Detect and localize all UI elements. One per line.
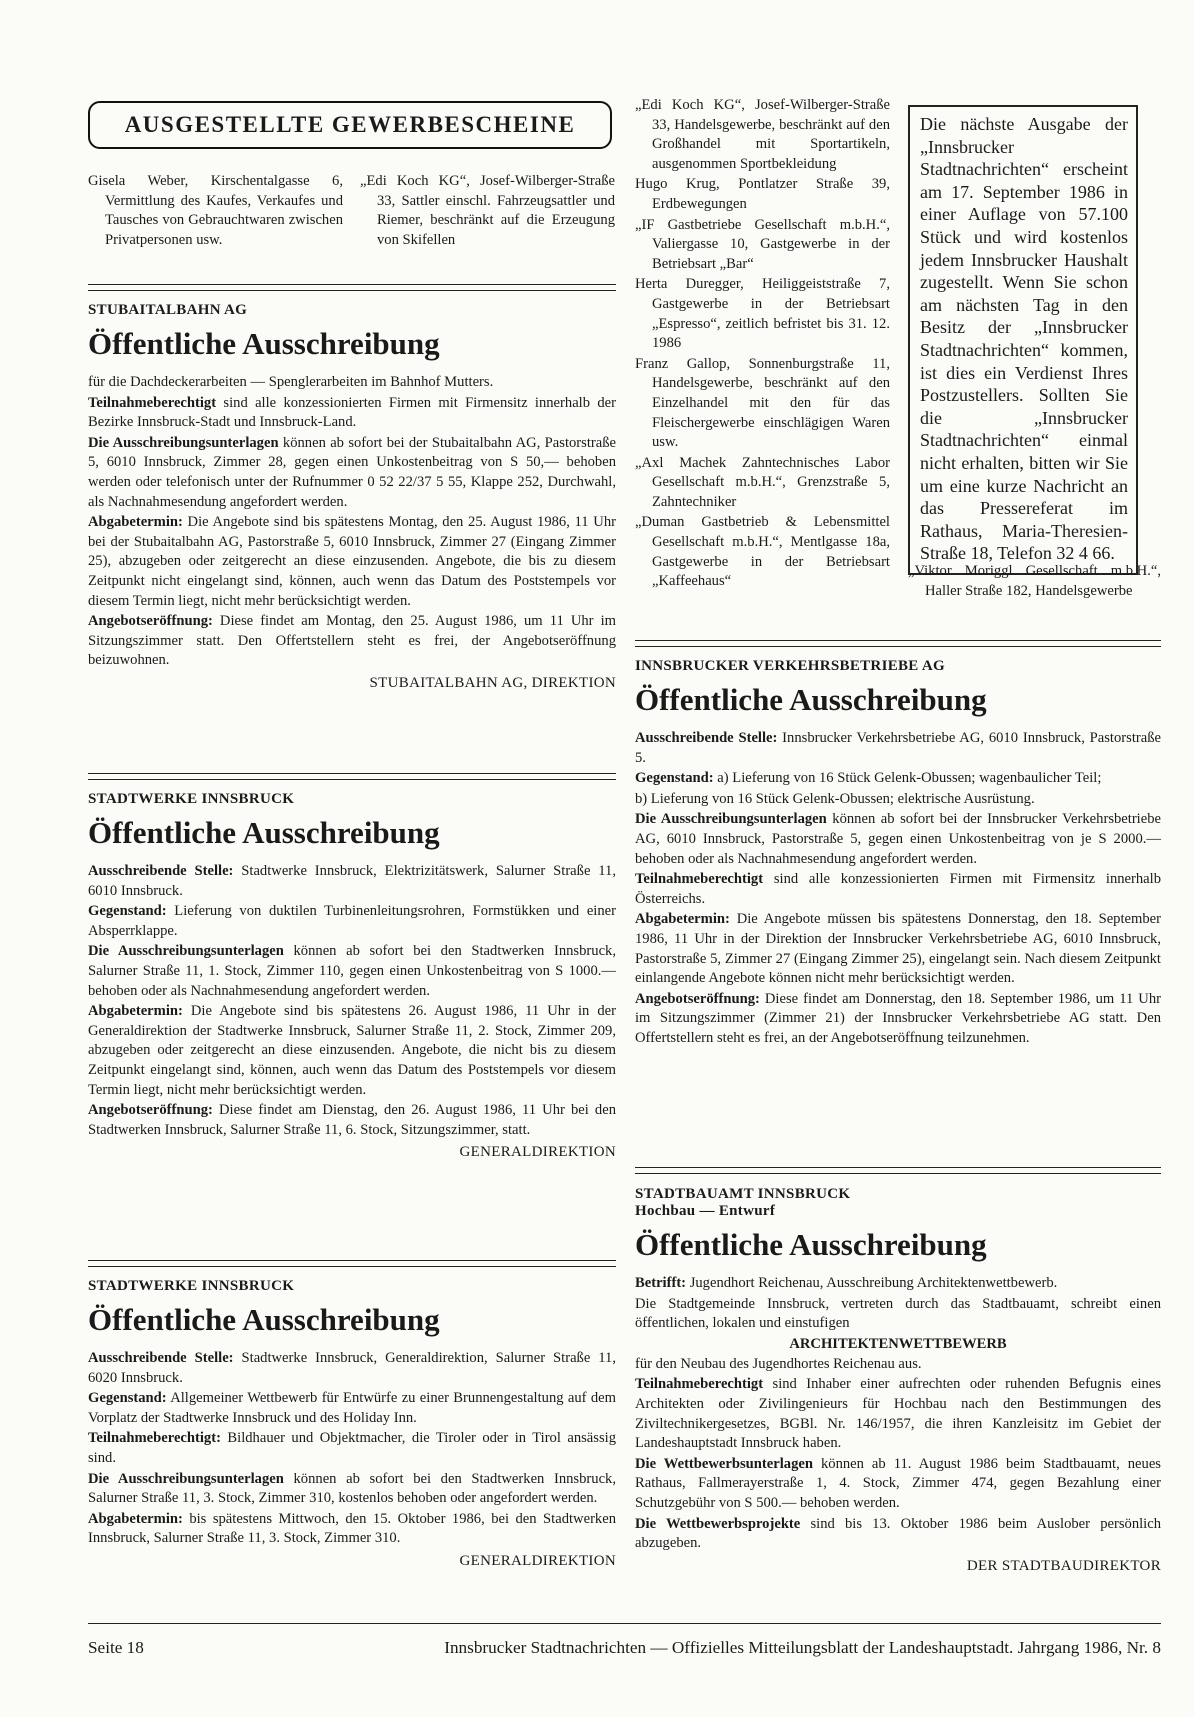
permits-left-col [88,172,343,251]
ad-headline: Öffentliche Ausschreibung [88,1302,440,1337]
ad-paragraph: für den Neubau des Jugendhortes Reichenau aus. [635,1355,922,1372]
ad-paragraph: Die Ausschreibungsunterlagen können ab sofort bei den Stadtwerken Innsbruck, Salurner Straße 11, 1. Stock, Zimmer 110, gegen einen Unkostenbeitrag von S 1000.— behoben oder als Nachnahmesendung angefordert werden. [88,943,616,999]
page-number: Seite 18 [88,1638,144,1657]
section-header [88,101,612,149]
ad-stubaitalbahn [88,302,616,692]
ad-paragraph: Angebotseröffnung: Diese findet am Donnerstag, den 18. September 1986, um 11 Uhr im Sitzungszimmer (Zimmer 21) der Innsbrucker Verkehrsbetriebe AG statt. Den Offertstellern steht es frei, an der Angebotseröffnung teilzunehmen. [635,990,1161,1046]
ad-paragraph: Die Stadtgemeinde Innsbruck, vertreten durch das Stadtbauamt, schreibt einen öffentlichen, lokalen und einstufigen [635,1295,1161,1332]
ad-signoff: STUBAITALBAHN AG, DIREKTION [369,674,616,691]
ad-paragraph: Betrifft: Jugendhort Reichenau, Ausschreibung Architektenwettbewerb. [635,1275,1058,1291]
ad-stadtwerke-1 [88,791,616,1161]
ad-paragraph: Abgabetermin: Die Angebote sind bis spätestens Montag, den 25. August 1986, 11 Uhr bei der Stubaitalbahn AG, Pastorstraße 5, 6010 Innsbruck, Zimmer 27 (Eingang Zimmer 25), abzugeben oder zeitgerecht an diese einzusenden. Angebote, die bis zu diesem Zeitpunkt nicht eingelangt sind, können, auch wenn das Datum des Poststempels vor diesem Termin liegt, nicht mehr berücksichtigt werden. [88,514,616,609]
permits-mid-col [360,172,615,251]
ad-tag: STADTBAUAMT INNSBRUCK [635,1186,851,1202]
permit-entry: „Edi Koch KG“, Josef-Wilberger-Straße 33, Sattler einschl. Fahrzeugsattler und Riemer, beschränkt auf die Erzeugung von Skifellen [360,173,615,248]
ad-paragraph: Teilnahmeberechtigt sind alle konzessionierten Firmen mit Firmensitz innerhalb der Bezirke Innsbruck-Stadt und Innsbruck-Land. [88,394,616,431]
ad-signoff: GENERALDIREKTION [459,1552,616,1569]
ad-center-heading: ARCHITEKTENWETTBEWERB [789,1335,1007,1352]
ad-intro: für die Dachdeckerarbeiten — Spenglerarbeiten im Bahnhof Mutters. [88,374,494,390]
page-footer [88,1638,1161,1658]
ad-paragraph: Gegenstand: a) Lieferung von 16 Stück Gelenk-Obussen; wagenbaulicher Teil; [635,770,1102,787]
ad-paragraph: Gegenstand: Lieferung von duktilen Turbinenleitungsrohren, Formstükken und einer Absperrklappe. [88,903,616,939]
ad-paragraph: Ausschreibende Stelle: Stadtwerke Innsbruck, Generaldirektion, Salurner Straße 11, 6020 Innsbruck. [88,1350,616,1386]
ad-stadtbauamt [635,1186,1161,1575]
ad-paragraph: Angebotseröffnung: Diese findet am Montag, den 25. August 1986, um 11 Uhr im Sitzungszimmer statt. Den Offertstellern steht es frei, der Angebotseröffnung beizuwohnen. [88,613,616,669]
ad-verkehrsbetriebe [635,658,1161,1050]
permit-entry: „Axl Machek Zahntechnisches Labor Gesellschaft m.b.H.“, Grenzstraße 5, Zahntechniker [635,454,890,510]
ad-tag: STADTWERKE INNSBRUCK [88,1278,295,1294]
ad-signoff: GENERALDIREKTION [459,1144,616,1161]
ad-tag: STADTWERKE INNSBRUCK [88,791,295,807]
footer-rule [88,1623,1161,1624]
ad-tag: INNSBRUCKER VERKEHRSBETRIEBE AG [635,658,945,674]
permit-entry: Gisela Weber, Kirschentalgasse 6, Vermittlung des Kaufes, Verkaufes und Tausches von Gebrauchtwaren zwischen Privatpersonen usw. [88,173,343,248]
ad-paragraph: Die Wettbewerbsunterlagen können ab 11. August 1986 beim Stadtbauamt, neues Rathaus, Fallmerayerstraße 1, 4. Stock, Zimmer 474, gegen Bezahlung einer Schutzgebühr von S 500.— behoben werden. [635,1455,1161,1511]
permits-far-right-col [908,562,1161,602]
ad-paragraph: Die Wettbewerbsprojekte sind bis 13. Oktober 1986 beim Auslober persönlich abzugeben. [635,1515,1161,1552]
ad-paragraph: Die Ausschreibungsunterlagen können ab sofort bei der Innsbrucker Verkehrsbetriebe AG, 6010 Innsbruck, Pastorstraße 5, gegen einen Unkostenbeitrag von je S 2000.— behoben oder als Nachnahmesendung angefordert werden. [635,811,1161,867]
ad-paragraph: Teilnahmeberechtigt sind Inhaber einer aufrechten oder ruhenden Befugnis eines Architekten oder Zivilingenieurs für Hochbau nach den Bestimmungen des Ziviltechnikergesetzes, BGBl. Nr. 146/1957, die ihren Kanzleisitz im Gebiet der Landeshauptstadt Innsbruck haben. [635,1376,1161,1452]
permit-entry: Herta Duregger, Heiliggeiststraße 7, Gastgewerbe in der Betriebsart „Espresso“, zeitlich befristet bis 31. 12. 1986 [635,276,890,352]
ad-paragraph: Ausschreibende Stelle: Stadtwerke Innsbruck, Elektrizitätswerk, Salurner Straße 11, 6010 Innsbruck. [88,863,616,899]
ad-paragraph: Ausschreibende Stelle: Innsbrucker Verkehrsbetriebe AG, 6010 Innsbruck, Pastorstraße 5. [635,730,1161,766]
ad-headline: Öffentliche Ausschreibung [635,682,987,717]
ad-headline: Öffentliche Ausschreibung [635,1227,987,1262]
ad-tag: STUBAITALBAHN AG [88,302,248,318]
divider [88,1260,616,1267]
divider [88,284,616,291]
ad-paragraph: Abgabetermin: Die Angebote sind bis spätestens 26. August 1986, 11 Uhr in der Generaldirektion der Stadtwerke Innsbruck, Salurner Straße 11, 2. Stock, Zimmer 209, abzugeben oder zeitgerecht an diese einzusenden. Angebote, die nicht bis zu diesem Zeitpunkt eingelangt sind, können, auch wenn das Datum des Poststempels vor diesem Termin liegt, nicht mehr berücksichtigt werden. [88,1003,616,1098]
divider [88,773,616,780]
publication-line: Innsbrucker Stadtnachrichten — Offizielles Mitteilungsblatt der Landeshauptstadt. Jahrgang 1986, Nr. 8 [444,1638,1161,1657]
permit-entry: „Duman Gastbetrieb & Lebensmittel Gesellschaft m.b.H.“, Mentlgasse 18a, Gastgewerbe in der Betriebsart „Kaffeehaus“ [635,514,890,590]
ad-paragraph: Abgabetermin: Die Angebote müssen bis spätestens Donnerstag, den 18. September 1986, 11 Uhr in der Direktion der Innsbrucker Verkehrsbetriebe AG, 6010 Innsbruck, Pastorstraße 5, Zimmer 27 (Eingang Zimmer 25), eingelangt sein. Nach diesem Zeitpunkt einlangende Angebote können nicht mehr berücksichtigt werden. [635,911,1161,987]
ad-paragraph: b) Lieferung von 16 Stück Gelenk-Obussen; elektrische Ausrüstung. [635,790,1035,807]
ad-signoff: DER STADTBAUDIREKTOR [966,1557,1161,1574]
ad-paragraph: Angebotseröffnung: Diese findet am Dienstag, den 26. August 1986, 11 Uhr bei den Stadtwerken Innsbruck, Salurner Straße 11, 6. Stock, Sitzungszimmer, statt. [88,1102,616,1138]
ad-paragraph: Teilnahmeberechtigt sind alle konzessionierten Firmen mit Firmensitz innerhalb Österreichs. [635,871,1161,907]
permit-entry: „IF Gastbetriebe Gesellschaft m.b.H.“, Valiergasse 10, Gastgewerbe in der Betriebsart „Bar“ [635,216,890,272]
ad-paragraph: Abgabetermin: bis spätestens Mittwoch, den 15. Oktober 1986, bei den Stadtwerken Innsbruck, Salurner Straße 11, 3. Stock, Zimmer 310. [88,1510,616,1547]
ad-paragraph: Die Ausschreibungsunterlagen können ab sofort bei den Stadtwerken Innsbruck, Salurner Straße 11, 3. Stock, Zimmer 310, kostenlos behoben oder angefordert werden. [88,1470,616,1507]
divider [635,1167,1161,1174]
ad-paragraph: Teilnahmeberechtigt: Bildhauer und Objektmacher, die Tiroler oder in Tirol ansässig sind. [88,1430,616,1466]
permit-entry: Franz Gallop, Sonnenburgstraße 11, Handelsgewerbe, beschränkt auf den Einzelhandel mit den für das Fleischergewerbe einschlägigen Waren usw. [635,355,890,451]
divider [635,640,1161,647]
ad-subtag: Hochbau — Entwurf [635,1203,776,1219]
ad-stadtwerke-2 [88,1278,616,1570]
permit-entry: Hugo Krug, Pontlatzer Straße 39, Erdbewegungen [635,176,890,212]
permits-right-col [635,96,890,593]
ad-headline: Öffentliche Ausschreibung [88,815,440,850]
permit-entry: „Viktor Moriggl Gesellschaft m.b.H.“, Haller Straße 182, Handelsgewerbe [908,563,1161,599]
notice-box: Die nächste Ausgabe der „Innsbrucker Stadtnachrichten“ erscheint am 17. September 1986 in einer Auflage von 57.100 Stück und wird kostenlos jedem Innsbrucker Haushalt zugestellt. Wenn Sie schon am nächsten Tag in den Besitz der „Innsbrucker Stadtnachrichten“ kommen, ist dies ein Verdienst Ihres Postzustellers. Sollten Sie die „Innsbrucker Stadtnachrichten“ einmal nicht erhalten, bitten wir Sie um eine kurze Nachricht an das Pressereferat im Rathaus, Maria-Theresien-Straße 18, Telefon 32 4 66. [908,105,1138,575]
permit-entry: „Edi Koch KG“, Josef-Wilberger-Straße 33, Handelsgewerbe, beschränkt auf den Großhandel mit Sportartikeln, ausgenommen Sportbekleidung [635,97,890,172]
ad-paragraph: Gegenstand: Allgemeiner Wettbewerb für Entwürfe zu einer Brunnengestaltung auf dem Vorplatz der Stadtwerke Innsbruck und des Holiday Inn. [88,1390,616,1426]
ad-headline: Öffentliche Ausschreibung [88,326,440,361]
section-header-title: AUSGESTELLTE GEWERBESCHEINE [124,112,576,137]
ad-paragraph: Die Ausschreibungsunterlagen können ab sofort bei der Stubaitalbahn AG, Pastorstraße 5, 6010 Innsbruck, Zimmer 28, gegen einen Unkostenbeitrag von S 50,— behoben werden oder telefonisch unter der Rufnummer 0 52 22/37 5 55, Klappe 252, Durchwahl, als Nachnahmesendung angefordert werden. [88,434,617,510]
